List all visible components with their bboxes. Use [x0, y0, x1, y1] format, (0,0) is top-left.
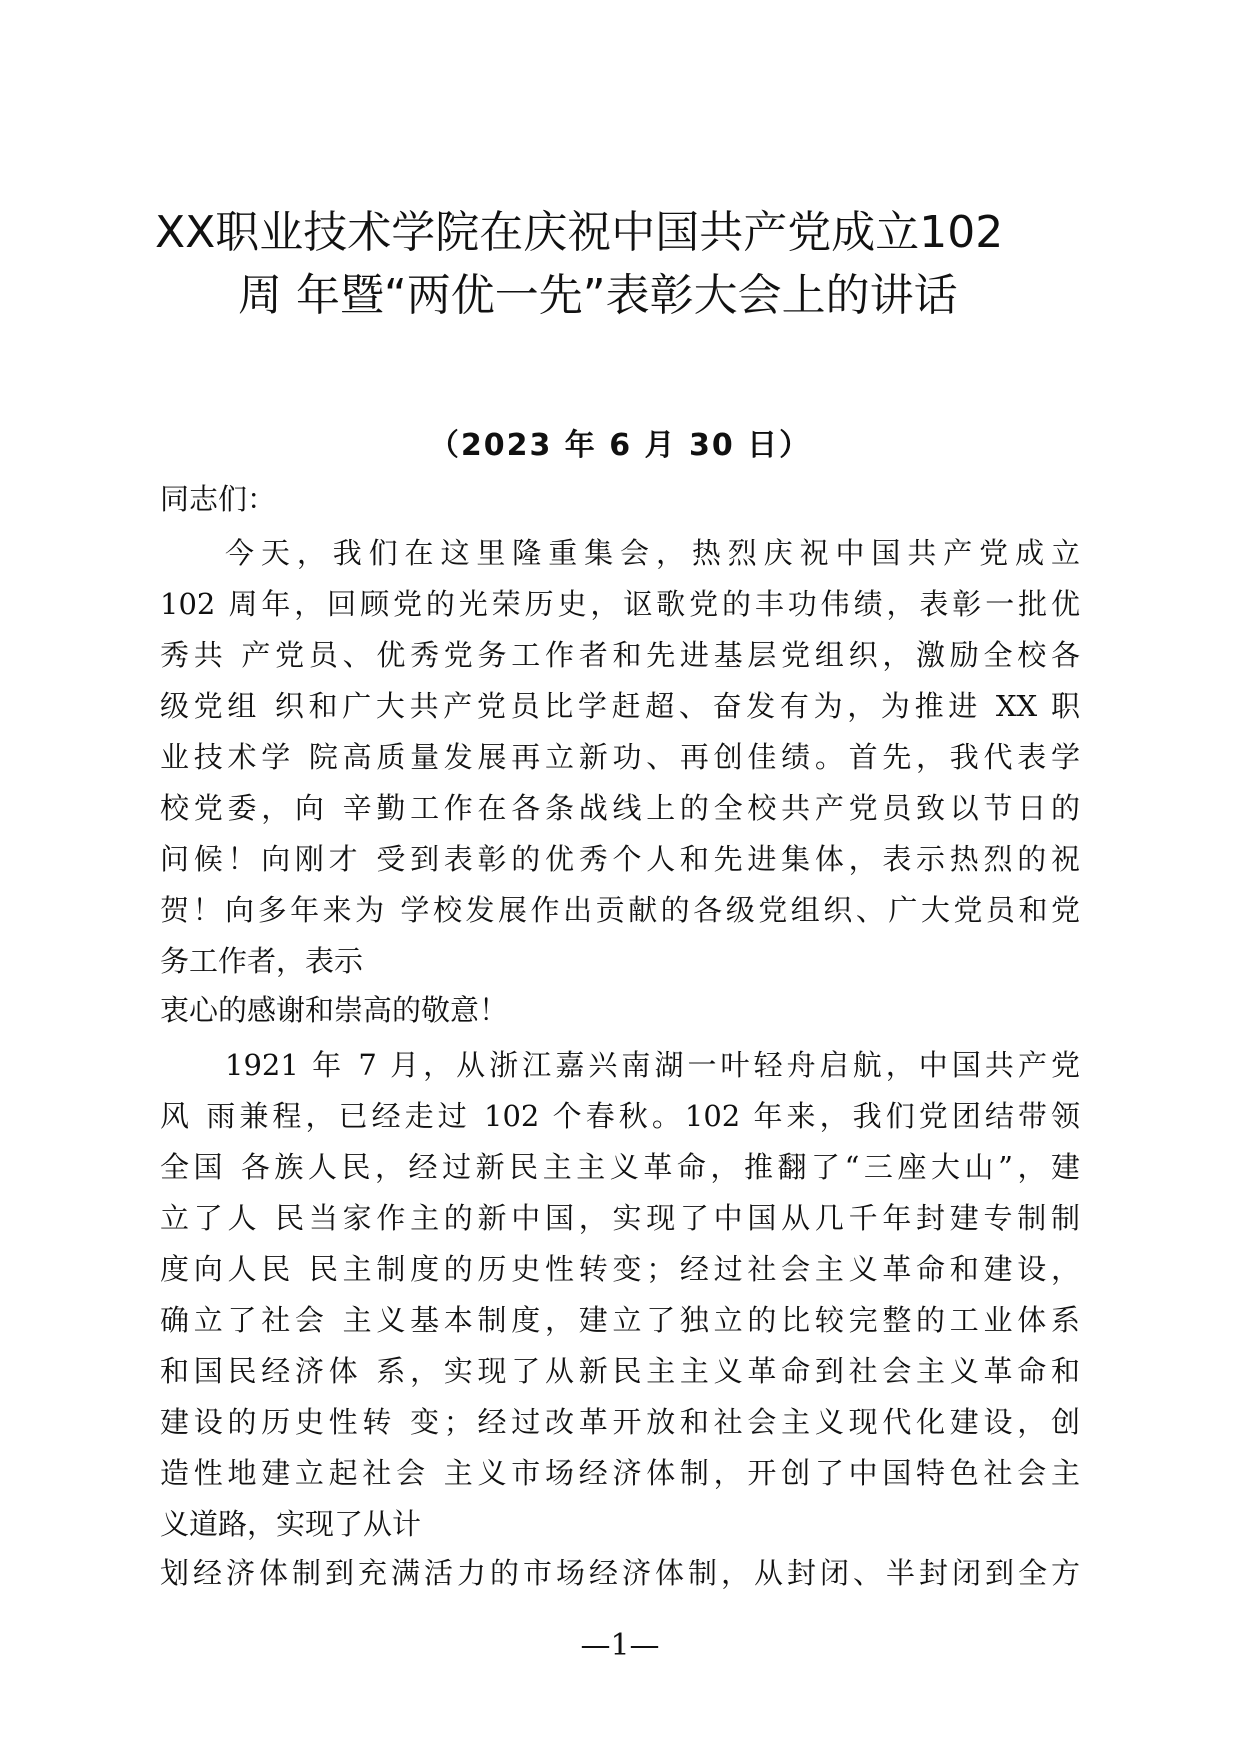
paragraph-2-line: 全国 各族人民，经过新民主主义革命，推翻了“三座大山”，建: [160, 1150, 1080, 1184]
paragraph-2-line: 风 雨兼程，已经走过 102 个春秋。102 年来，我们党团结带领: [160, 1099, 1080, 1133]
paragraph-2-line: 度向人民 民主制度的历史性转变；经过社会主义革命和建设，: [160, 1252, 1080, 1286]
salutation: 同志们：: [160, 482, 277, 516]
paragraph-2-line: 划经济体制到充满活力的市场经济体制，从封闭、半封闭到全方: [160, 1556, 1080, 1590]
speech-date: （2023 年 6 月 30 日）: [428, 428, 812, 463]
document-title-line-1: XX职业技术学院在庆祝中国共产党成立102: [155, 207, 1004, 258]
paragraph-1-line: 问候！向刚才 受到表彰的优秀个人和先进集体，表示热烈的祝: [160, 842, 1080, 876]
paragraph-2-line: 1921 年 7 月，从浙江嘉兴南湖一叶轻舟启航，中国共产党: [225, 1048, 1080, 1082]
paragraph-2-line: 义道路，实现了从计: [160, 1507, 422, 1541]
page-number: —1—: [580, 1628, 660, 1663]
paragraph-1-line: 秀共 产党员、优秀党务工作者和先进基层党组织，激励全校各: [160, 638, 1080, 672]
paragraph-1-line: 业技术学 院高质量发展再立新功、再创佳绩。首先，我代表学: [160, 740, 1080, 774]
paragraph-1-line: 级党组 织和广大共产党员比学赶超、奋发有为，为推进 XX 职: [160, 689, 1080, 723]
document-title-line-2: 周 年暨“两优一先”表彰大会上的讲话: [238, 270, 958, 321]
paragraph-2-line: 立了人 民当家作主的新中国，实现了中国从几千年封建专制制: [160, 1201, 1080, 1235]
paragraph-2-line: 确立了社会 主义基本制度，建立了独立的比较完整的工业体系: [160, 1303, 1080, 1337]
paragraph-2-line: 造性地建立起社会 主义市场经济体制，开创了中国特色社会主: [160, 1456, 1080, 1490]
paragraph-2-line: 和国民经济体 系，实现了从新民主主义革命到社会主义革命和: [160, 1354, 1080, 1388]
paragraph-1-line: 今天，我们在这里隆重集会，热烈庆祝中国共产党成立: [225, 536, 1080, 570]
paragraph-1-line: 贺！向多年来为 学校发展作出贡献的各级党组织、广大党员和党: [160, 893, 1080, 927]
paragraph-1-line: 衷心的感谢和崇高的敬意！: [160, 993, 509, 1027]
paragraph-1-line: 102 周年，回顾党的光荣历史，讴歌党的丰功伟绩，表彰一批优: [160, 587, 1080, 621]
paragraph-1-line: 校党委，向 辛勤工作在各条战线上的全校共产党员致以节日的: [160, 791, 1080, 825]
paragraph-2-line: 建设的历史性转 变；经过改革开放和社会主义现代化建设，创: [160, 1405, 1080, 1439]
paragraph-1-line: 务工作者，表示: [160, 944, 364, 978]
